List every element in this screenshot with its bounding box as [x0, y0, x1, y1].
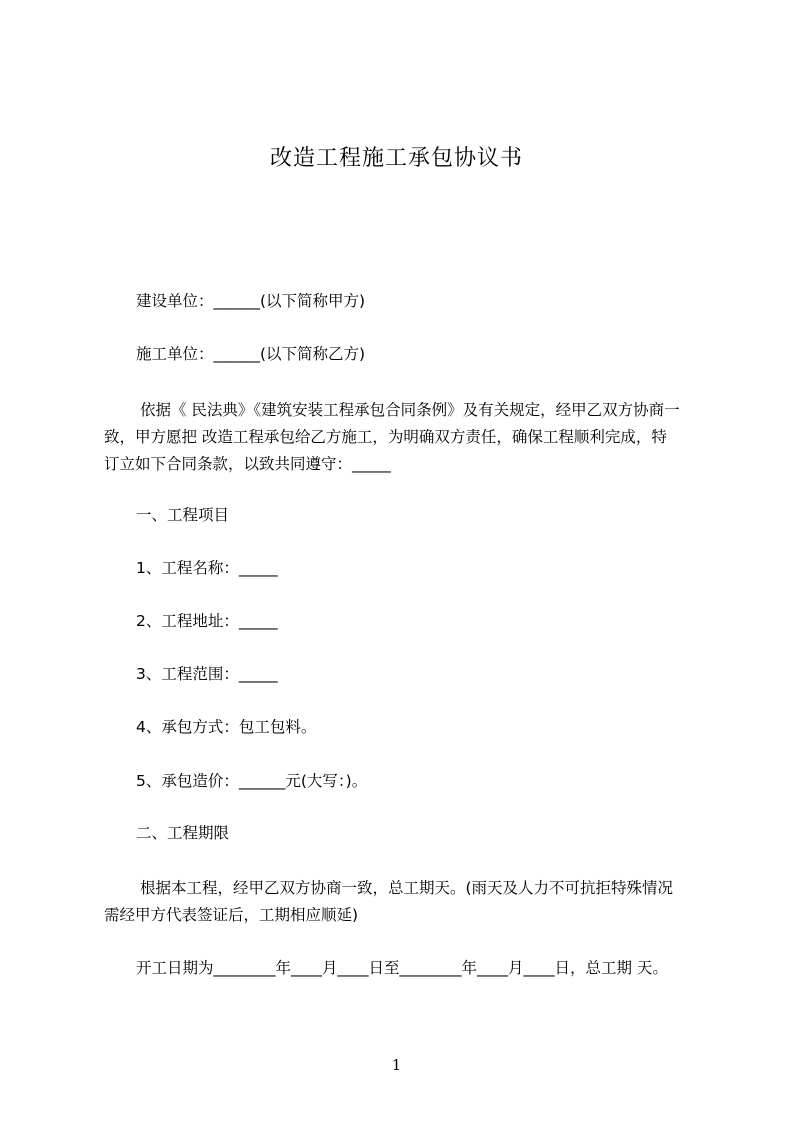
- party-a-line: 建设单位：______(以下简称甲方): [136, 292, 366, 310]
- intro-line-2: 致，甲方愿把 改造工程承包给乙方施工，为明确双方责任，确保工程顺利完成，特: [104, 428, 667, 446]
- intro-line-3: 订立如下合同条款，以致共同遵守：_____: [104, 455, 391, 473]
- section-2-heading: 二、工程期限: [136, 824, 230, 842]
- term-line-1: 根据本工程，经甲乙双方协商一致，总工期天。(雨天及人力不可抗拒特殊情况: [140, 879, 674, 897]
- item-4: 4、承包方式：包工包料。: [136, 718, 317, 736]
- section-1-heading: 一、工程项目: [136, 506, 230, 524]
- item-1: 1、工程名称：_____: [136, 559, 278, 577]
- document-title: 改造工程施工承包协议书: [269, 146, 523, 171]
- start-date-line: 开工日期为________年____月____日至________年____月____日，总工期 天。: [136, 959, 668, 977]
- party-b-line: 施工单位：______(以下简称乙方): [136, 345, 366, 363]
- page-number: 1: [391, 1056, 402, 1074]
- intro-line-1: 依据《 民法典》《建筑安装工程承包合同条例》及有关规定，经甲乙双方协商一: [140, 401, 680, 419]
- item-3: 3、工程范围：_____: [136, 665, 278, 683]
- term-line-2: 需经甲方代表签证后，工期相应顺延): [104, 906, 359, 924]
- item-5: 5、承包造价：______元(大写：)。: [136, 772, 368, 790]
- item-2: 2、工程地址：_____: [136, 612, 278, 630]
